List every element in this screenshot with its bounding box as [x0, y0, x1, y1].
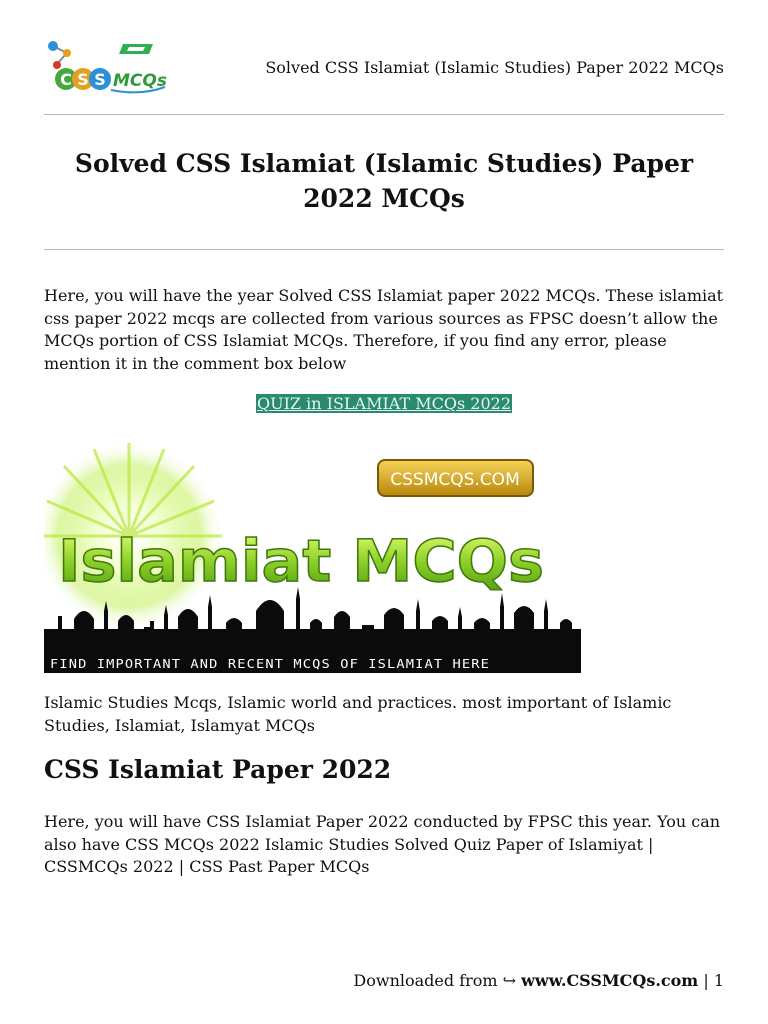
svg-text:S: S — [77, 70, 89, 89]
page-title: Solved CSS Islamiat (Islamic Studies) Paper 2022 MCQs — [74, 149, 694, 213]
header-divider — [44, 114, 724, 115]
title-divider — [44, 249, 724, 250]
footer-site-link[interactable]: www.CSSMCQs.com — [521, 971, 699, 990]
header-title: Solved CSS Islamiat (Islamic Studies) Paper 2022 MCQs — [265, 58, 724, 77]
banner-headline: Islamiat MCQs — [58, 527, 544, 595]
footer-separator: | — [703, 971, 709, 990]
quiz-link-container — [0, 394, 768, 413]
svg-text:MCQs: MCQs — [113, 71, 167, 91]
section-heading: CSS Islamiat Paper 2022 — [44, 755, 392, 784]
banner-tagline: FIND IMPORTANT AND RECENT MCQS OF ISLAMIAT HERE — [50, 657, 491, 671]
section-paragraph: Here, you will have CSS Islamiat Paper 2022 conducted by FPSC this year. You can also have CSS MCQs 2022 Islamic Studies Solved Quiz Paper of Islamiyat | CSSMCQs 2022 | CSS Past Paper MCQs — [44, 812, 721, 876]
banner-badge-text: CSSMCQS.COM — [390, 470, 520, 490]
svg-text:C: C — [60, 70, 72, 89]
site-logo[interactable] — [45, 38, 170, 96]
quiz-link[interactable]: QUIZ in ISLAMIAT MCQs 2022 — [257, 394, 511, 413]
page-number: 1 — [713, 971, 724, 990]
banner-badge — [378, 460, 533, 496]
intro-paragraph: Here, you will have the year Solved CSS Islamiat paper 2022 MCQs. These islamiat css paper 2022 mcqs are collected from various sources as FPSC doesn’t allow the MCQs portion of CSS Islamiat MCQs. Therefore, if you find any error, please mention it in the comment box below — [44, 286, 724, 373]
islamiat-mcqs-banner — [44, 441, 581, 673]
footer-prefix: Downloaded from ↪ — [353, 971, 517, 990]
banner-caption: Islamic Studies Mcqs, Islamic world and practices. most important of Islamic Studies, Islamiat, Islamyat MCQs — [44, 693, 672, 735]
svg-text:S: S — [94, 70, 106, 89]
page-footer — [353, 971, 724, 990]
